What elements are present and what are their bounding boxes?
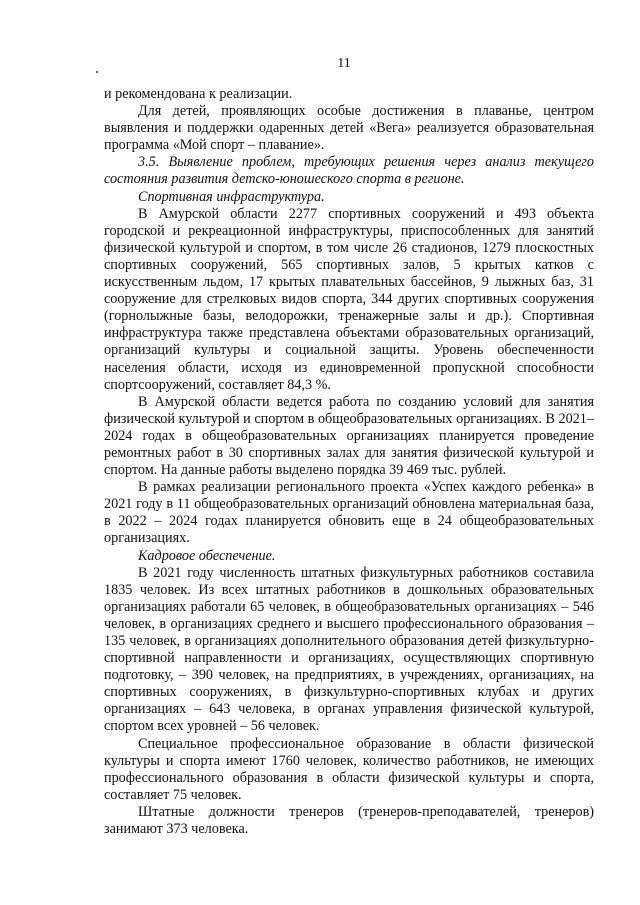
paragraph: и рекомендована к реализации. xyxy=(104,86,293,102)
paragraph: В Амурской области ведется работа по созданию условий для занятия физической культурой и спортом в общеобразовательных организациях. В 2021–2024 годах в общеобразовательных организациях планируется проведение ремонтных работ в 30 спортивных залах для занятия физической культурой и спортом. На данные работы выделено порядка 39 469 тыс. рублей. xyxy=(104,393,594,479)
paragraph: 3.5. Выявление проблем, требующих решения через анализ текущего состояния развития детско-юношеского спорта в регионе. xyxy=(104,154,594,188)
document-body xyxy=(104,86,594,838)
paragraph: В рамках реализации регионального проекта «Успех каждого ребенка» в 2021 году в 11 общеобразовательных организаций обновлена материальная база, в 2022 – 2024 годах планируется обновить еще в 24 общеобразовательных организациях. xyxy=(104,479,594,547)
paragraph: Кадровое обеспечение. xyxy=(138,547,276,564)
paragraph: В 2021 году численность штатных физкультурных работников составила 1835 человек. Из всех штатных работников в дошкольных образовательных организациях работали 65 человек, в общеобразовательных организациях – 546 человек, в организациях среднего и высшего профессионального образования – 135 человек, в организациях дополнительного образования детей физкультурно-спортивной направленности и организациях, осуществляющих спортивную подготовку, – 390 человек, на предприятиях, в учреждениях, организациях, на спортивных сооружениях, в физкультурно-спортивных клубах и других организациях – 643 человека, в органах управления физической культурой, спортом всех уровней – 56 человек. xyxy=(104,564,594,735)
paragraph: Спортивная инфраструктура. xyxy=(138,188,325,205)
paragraph: В Амурской области 2277 спортивных сооружений и 493 объекта городской и рекреационной инфраструктуры, приспособленных для занятий физической культурой и спортом, в том числе 26 стадионов, 1279 плоскостных спортивных сооружений, 565 спортивных залов, 5 крытых катков с искусственным льдом, 17 крытых плавательных бассейнов, 9 лыжных баз, 31 сооружение для стрелковых видов спорта, 344 других спортивных сооружения (горнолыжные базы, велодорожки, тренажерные залы и др.). Спортивная инфраструктура также представлена объектами образовательных организаций, организаций культуры и социальной защиты. Уровень обеспеченности населения области, исходя из единовременной пропускной способности спортсооружений, составляет 84,3 %. xyxy=(104,205,594,393)
paragraph: Для детей, проявляющих особые достижения в плаванье, центром выявления и поддержки одаренных детей «Вега» реализуется образовательная программа «Мой спорт – плавание». xyxy=(104,103,594,154)
paragraph: Специальное профессиональное образование в области физической культуры и спорта имеют 1760 человек, количество работников, не имеющих профессионального образования в области физической культуры и спорта, составляет 75 человек. xyxy=(104,735,594,803)
page-number: 11 xyxy=(337,56,351,71)
scan-dot xyxy=(96,71,98,73)
paragraph: Штатные должности тренеров (тренеров-преподавателей, тренеров) занимают 373 человека. xyxy=(104,803,594,838)
